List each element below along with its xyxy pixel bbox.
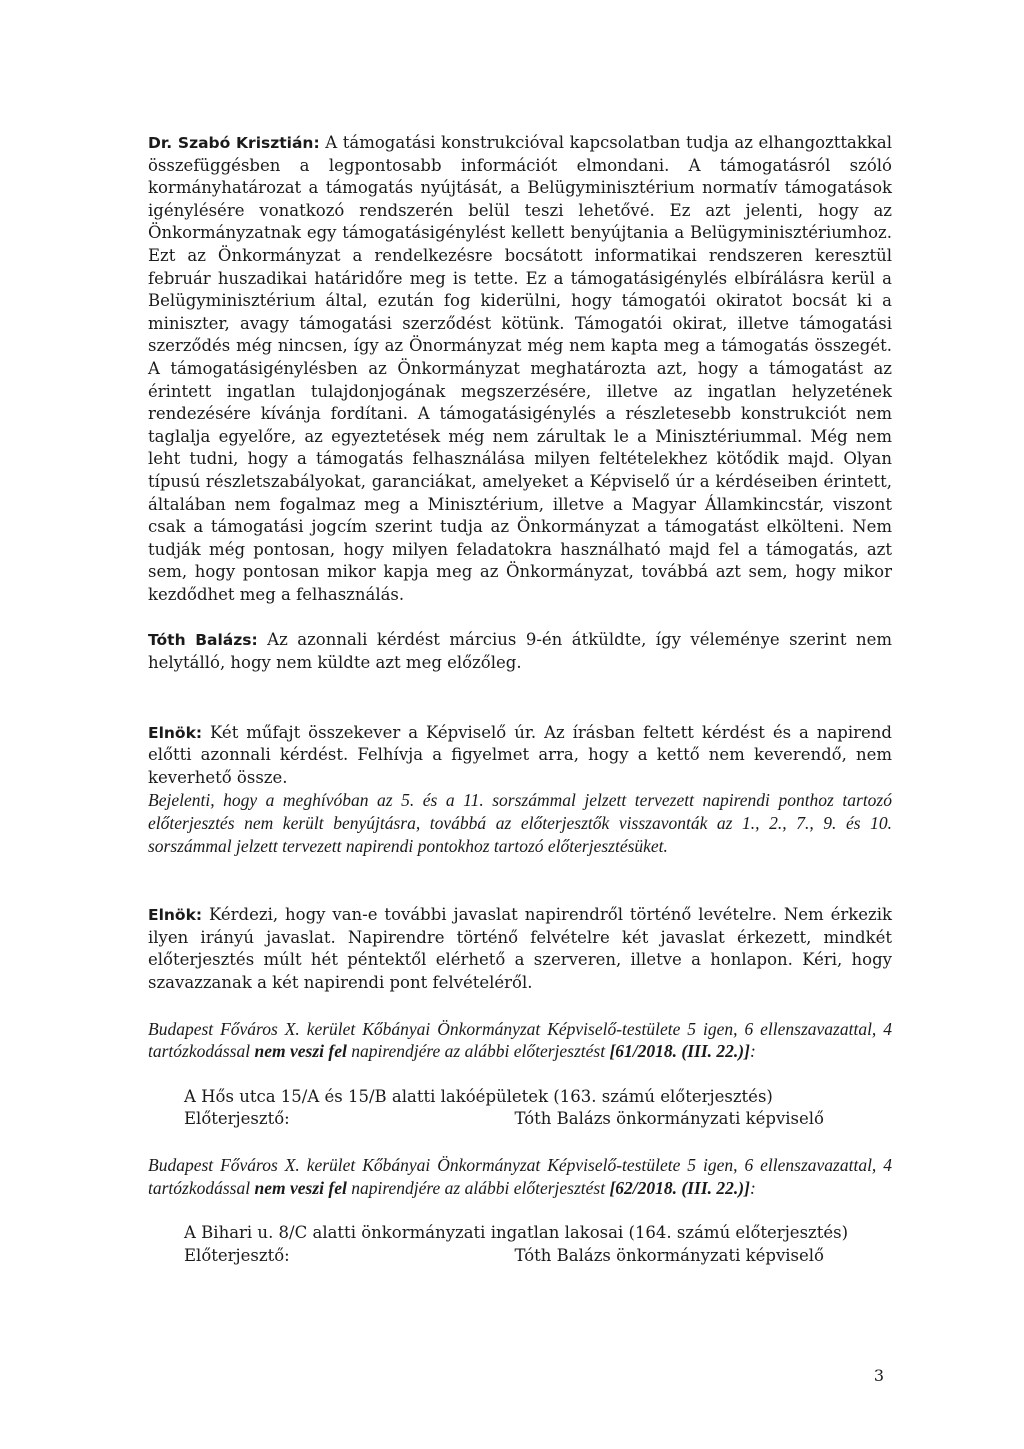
paragraph-szabo bbox=[148, 132, 892, 606]
vote1-colon: : bbox=[749, 1041, 756, 1062]
vote2-colon: : bbox=[749, 1177, 756, 1198]
item2-title: A Bihari u. 8/C alatti önkormányzati ingatlan lakosai (164. számú előterjesztés) bbox=[184, 1223, 849, 1243]
item2-presenter: Tóth Balázs önkormányzati képviselő bbox=[514, 1245, 824, 1265]
speaker-toth: Tóth Balázs: bbox=[148, 631, 258, 650]
speaker-elnok-1: Elnök: bbox=[148, 723, 203, 742]
item2-label: Előterjesztő: bbox=[184, 1245, 290, 1265]
announcement-italic: Bejelenti, hogy a meghívóban az 5. és a 11. sorszámmal jelzett tervezett napirendi ponthoz tartozó előterjesztés nem került benyújtásra, továbbá az előterjesztők visszavonták az 1., 2., 7., 9. és 10. sorszámmal jelzett tervezett napirendi pontokhoz tartozó előterjesztésüket. bbox=[148, 790, 892, 856]
paragraph-toth-text: Az azonnali kérdést március 9-én átküldte, így véleménye szerint nem helytálló, hogy nem küldte azt meg előzőleg. bbox=[148, 630, 892, 673]
paragraph-elnok-2-text: Kérdezi, hogy van-e további javaslat napirendről történő levételre. Nem érkezik ilyen irányú javaslat. Napirendre történő felvételre két javaslat érkezett, mindkét előterjesztés múlt hét péntektől elérhető a szerveren, illetve a honlapon. Kéri, hogy szavazzanak a két napirendi pont felvételéről. bbox=[148, 905, 892, 992]
speaker-elnok-2: Elnök: bbox=[148, 906, 203, 925]
paragraph-elnok-2 bbox=[148, 904, 892, 994]
vote2-pre: Budapest Főváros X. kerület Kőbányai Önkormányzat Képviselő-testülete 5 igen, 6 ellenszavazattal, 4 tartózkodással bbox=[148, 1154, 892, 1198]
page-number: 3 bbox=[873, 1366, 884, 1385]
item1-presenter: Tóth Balázs önkormányzati képviselő bbox=[514, 1109, 824, 1129]
vote-resolution-62 bbox=[148, 1154, 892, 1199]
agenda-item-163 bbox=[184, 1086, 892, 1131]
paragraph-elnok-1-text: Két műfajt összekever a Képviselő úr. Az írásban feltett kérdést és a napirend előtti azonnali kérdést. Felhívja a figyelmet arra, hogy a kettő nem keverendő, nem keverhető össze. bbox=[148, 722, 892, 787]
vote1-ref: [61/2018. (III. 22.)] bbox=[609, 1041, 750, 1062]
vote-resolution-61 bbox=[148, 1018, 892, 1063]
vote1-post: napirendjére az alábbi előterjesztést bbox=[346, 1041, 610, 1062]
vote1-bold: nem veszi fel bbox=[254, 1041, 347, 1062]
speaker-szabo: Dr. Szabó Krisztián: bbox=[148, 134, 320, 152]
paragraph-elnok-1 bbox=[148, 722, 892, 790]
item1-title: A Hős utca 15/A és 15/B alatti lakóépületek (163. számú előterjesztés) bbox=[184, 1086, 773, 1106]
vote2-post: napirendjére az alábbi előterjesztést bbox=[346, 1177, 610, 1198]
paragraph-toth bbox=[148, 629, 892, 674]
vote1-pre: Budapest Főváros X. kerület Kőbányai Önkormányzat Képviselő-testülete 5 igen, 6 ellenszavazattal, 4 tartózkodással bbox=[148, 1018, 892, 1062]
paragraph-szabo-text: A támogatási konstrukcióval kapcsolatban tudja az elhangozttakkal összefüggésben a legpontosabb információt elmondani. A támogatásról szóló kormányhatározat a támogatás nyújtását, a Belügyminisztérium normatív támogatások igénylésére vonatkozó rendszerén belül teszi lehetővé. Ez azt jelenti, hogy az Önkormányzatnak egy támogatásigénylést kellett benyújtania a Belügyminisztériumhoz. Ezt az Önkormányzat a rendelkezésre bocsátott informatikai rendszeren keresztül február huszadikai határidőre meg is tette. Ez a támogatásigénylés elbírálásra kerül a Belügyminisztérium által, ezután fog kiderülni, hogy támogatói okiratot bocsát ki a miniszter, avagy támogatási szerződést kötünk. Támogatói okirat, illetve támogatási szerződés még nincsen, így az Önormányzat még nem kapta meg a támogatás összegét. A támogatásigénylésben az Önkormányzat meghatározta azt, hogy a támogatást az érintett ingatlan tulajdonjogának megszerzésére, illetve az ingatlan helyzetének rendezésére kívánja fordítani. A támogatásigénylés a részletesebb konstrukciót nem taglalja egyelőre, az egyeztetések még nem zárultak le a Minisztériummal. Még nem leht tudni, hogy a támogatás felhasználása milyen feltételekhez kötődik majd. Olyan típusú részletszabályokat, garanciákat, amelyeket a Képviselő úr a kérdéseiben érintett, általában nem fogalmaz meg a Minisztérium, illetve a Magyar Államkincstár, viszont csak a támogatási jogcím szerint tudja az Önkormányzat a támogatást elkölteni. Nem tudják még pontosan, hogy milyen feladatokra használható majd fel a támogatás, azt sem, hogy pontosan mikor kapja meg az Önkormányzat, továbbá azt sem, hogy mikor kezdődhet meg a felhasználás. bbox=[148, 133, 892, 604]
vote2-ref: [62/2018. (III. 22.)] bbox=[609, 1177, 750, 1198]
agenda-item-164 bbox=[184, 1222, 892, 1267]
item1-label: Előterjesztő: bbox=[184, 1109, 290, 1129]
document-page bbox=[148, 132, 892, 1267]
vote2-bold: nem veszi fel bbox=[254, 1177, 347, 1198]
